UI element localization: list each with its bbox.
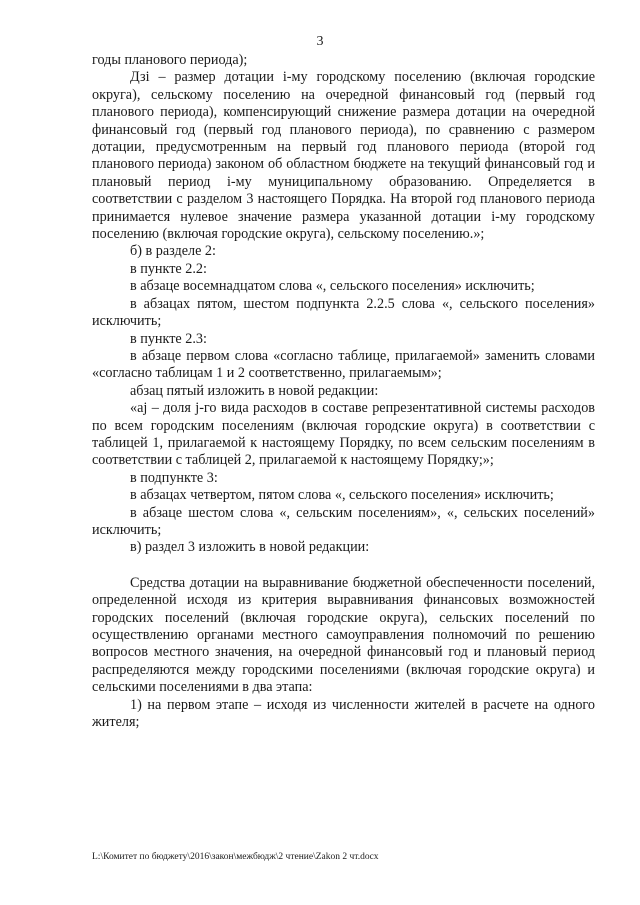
- paragraph: абзац пятый изложить в новой редакции:: [130, 382, 379, 399]
- paragraph: в абзацах пятом, шестом подпункта 2.2.5 слова «, сельского поселения» исключить;: [92, 295, 595, 330]
- paragraph: в пункте 2.3:: [130, 330, 207, 347]
- paragraph: в абзаце первом слова «согласно таблице, прилагаемой» заменить словами «согласно таблицам 1 и 2 соответственно, прилагаемым»;: [92, 347, 595, 382]
- paragraph: годы планового периода);: [92, 52, 248, 68]
- paragraph: Средства дотации на выравнивание бюджетной обеспеченности поселений, определенной исходя из критерия выравнивания финансовых возможностей городских поселений (включая городские округа), сельских поселений по осуществлению органами местного самоуправления полномочий по решению вопросов местного значения, на очередной финансовый год и плановый период распределяются между городскими поселениями (включая городские округа) и сельскими поселениями в два этапа:: [92, 574, 595, 696]
- paragraph: 1) на первом этапе – исходя из численности жителей в расчете на одного жителя;: [92, 696, 595, 731]
- paragraph: «аj – доля j-го вида расходов в составе репрезентативной системы расходов по всем городским поселениям (включая городские округа) в соответствии с таблицей 1, прилагаемой к настоящему Порядку, по всем сельским поселениям в соответствии с таблицей 2, прилагаемой к настоящему Порядку;»;: [92, 400, 595, 469]
- document-body: [92, 52, 595, 731]
- page-number: 3: [316, 34, 324, 49]
- file-path-footer: L:\Комитет по бюджету\2016\закон\межбюдж\2 чтение\Zakon 2 чт.docx: [92, 852, 379, 862]
- paragraph: Дзi – размер дотации i-му городскому поселению (включая городские округа), сельскому поселению на очередной финансовый год (первый год планового периода), компенсирующий снижение размера дотации на очередной финансовый год (первый год планового периода), по сравнению с размером дотации, предусмотренным на первый год планового периода (второй год планового периода) законом об областном бюджете на текущий финансовый год и плановый период i-му муниципальному образованию. Определяется в соответствии с разделом 3 настоящего Порядка. На второй год планового периода принимается нулевое значение размера указанной дотации i-му городскому поселению (включая городские округа), сельскому поселению.»;: [92, 69, 595, 243]
- paragraph: в абзацах четвертом, пятом слова «, сельского поселения» исключить;: [130, 487, 554, 504]
- paragraph: в подпункте 3:: [130, 469, 218, 486]
- paragraph: в абзаце восемнадцатом слова «, сельского поселения» исключить;: [130, 278, 535, 295]
- paragraph: в пункте 2.2:: [130, 260, 207, 277]
- paragraph: б) в разделе 2:: [130, 243, 216, 260]
- paragraph: в абзаце шестом слова «, сельским поселениям», «, сельских поселений» исключить;: [92, 504, 595, 538]
- paragraph: в) раздел 3 изложить в новой редакции:: [130, 539, 370, 556]
